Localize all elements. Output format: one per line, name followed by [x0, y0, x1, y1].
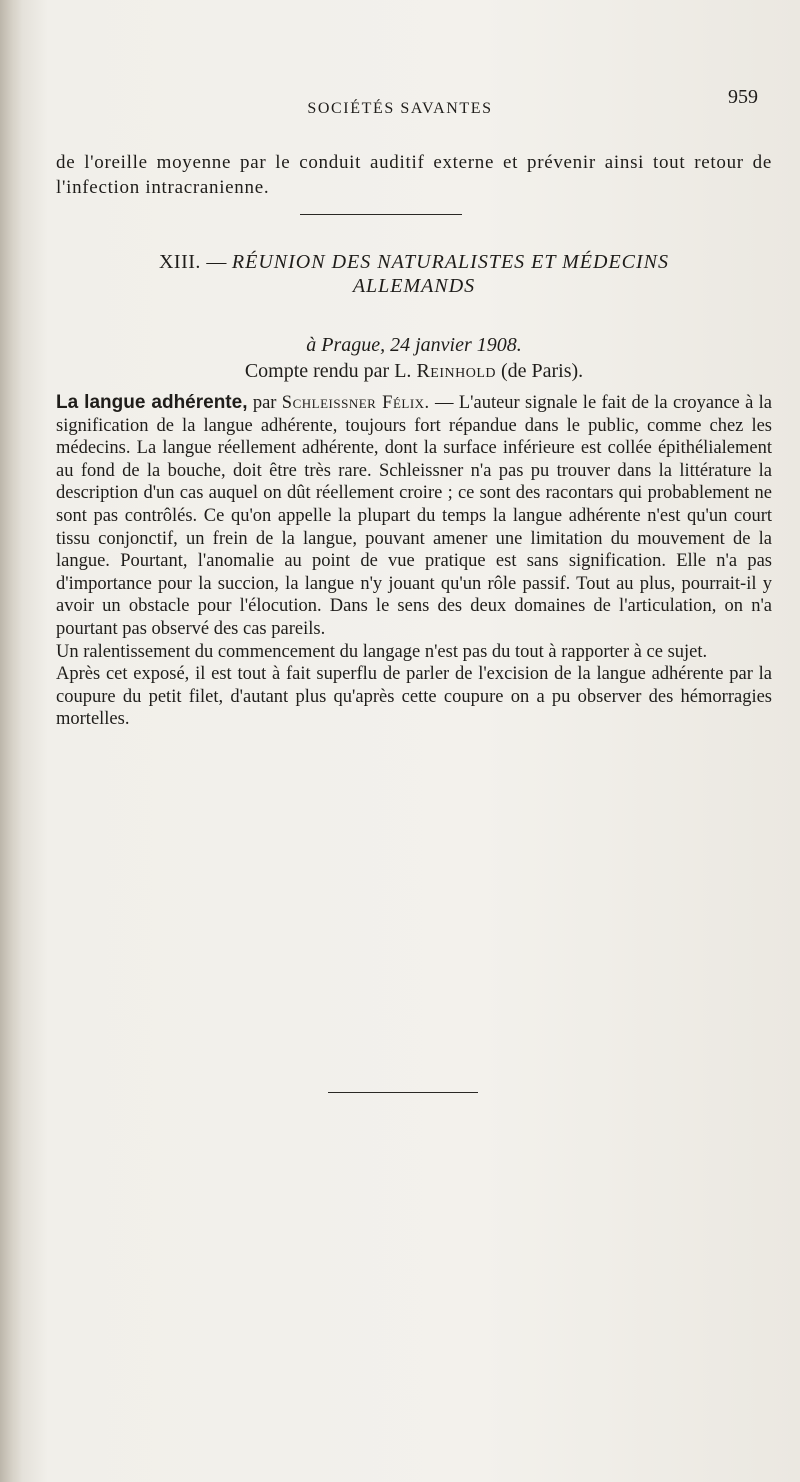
article-paragraph-1 [56, 392, 772, 641]
page-number: 959 [728, 86, 758, 108]
separator-rule-bottom [328, 1092, 478, 1093]
section-title-line2: ALLEMANDS [352, 275, 476, 297]
intro-paragraph: de l'oreille moyenne par le conduit auditif externe et prévenir ainsi tout retour de l'infection intracranienne. [56, 152, 772, 198]
article-paragraph-2: Un ralentissement du commencement du langage n'est pas du tout à rapporter à ce sujet. [56, 641, 708, 662]
meeting-place-date: à Prague, 24 janvier 1908. [306, 334, 522, 356]
article-paragraph-1-text: — L'auteur signale le fait de la croyance à la signification de la langue adhérente, toujours fort répandue dans le public, comme chez les médecins. La langue réellement adhérente, dont la surface inférieure est collée épithélialement au fond de la bouche, doit être très rare. Schleissner n'a pas pu trouver dans la littérature la description d'un cas auquel on dût réellement croire ; ce sont des racontars qui probablement ne sont pas contrôlés. Ce qu'on appelle la plupart du temps la langue adhérente n'est qu'un court tissu conjonctif, un frein de la langue, pouvant amener une limitation du mouvement de la langue. Pourtant, l'anomalie au point de vue pratique est sans signification. Elle n'a pas d'importance pour la succion, la langue n'y jouant qu'un rôle passif. Tout au plus, pourrait-il y avoir un obstacle pour l'élocution. Dans le sens des deux domaines de l'articulation, on n'a pourtant pas observé des cas pareils. [56, 393, 772, 639]
report-suffix: (de Paris). [500, 360, 584, 382]
article-author: Schleissner Félix. [281, 393, 430, 413]
article-title: La langue adhérente, [56, 392, 248, 413]
page-spine-shadow [0, 0, 22, 1482]
report-credit [56, 360, 772, 383]
section-number: XIII. — [158, 251, 227, 273]
running-header: SOCIÉTÉS SAVANTES [307, 100, 493, 117]
report-prefix: Compte rendu par L. [244, 360, 412, 382]
report-author: Reinhold [416, 360, 496, 382]
article-paragraph-3: Après cet exposé, il est tout à fait superflu de parler de l'excision de la langue adhérente par la coupure du petit filet, d'autant plus qu'après cette coupure on a pu observer des hémorragies mortelles. [56, 664, 772, 730]
article-by: par [252, 393, 277, 413]
section-heading [56, 250, 772, 298]
separator-rule [300, 214, 462, 215]
section-title-line1: RÉUNION DES NATURALISTES ET MÉDECINS [231, 251, 670, 273]
article-body [56, 392, 772, 731]
